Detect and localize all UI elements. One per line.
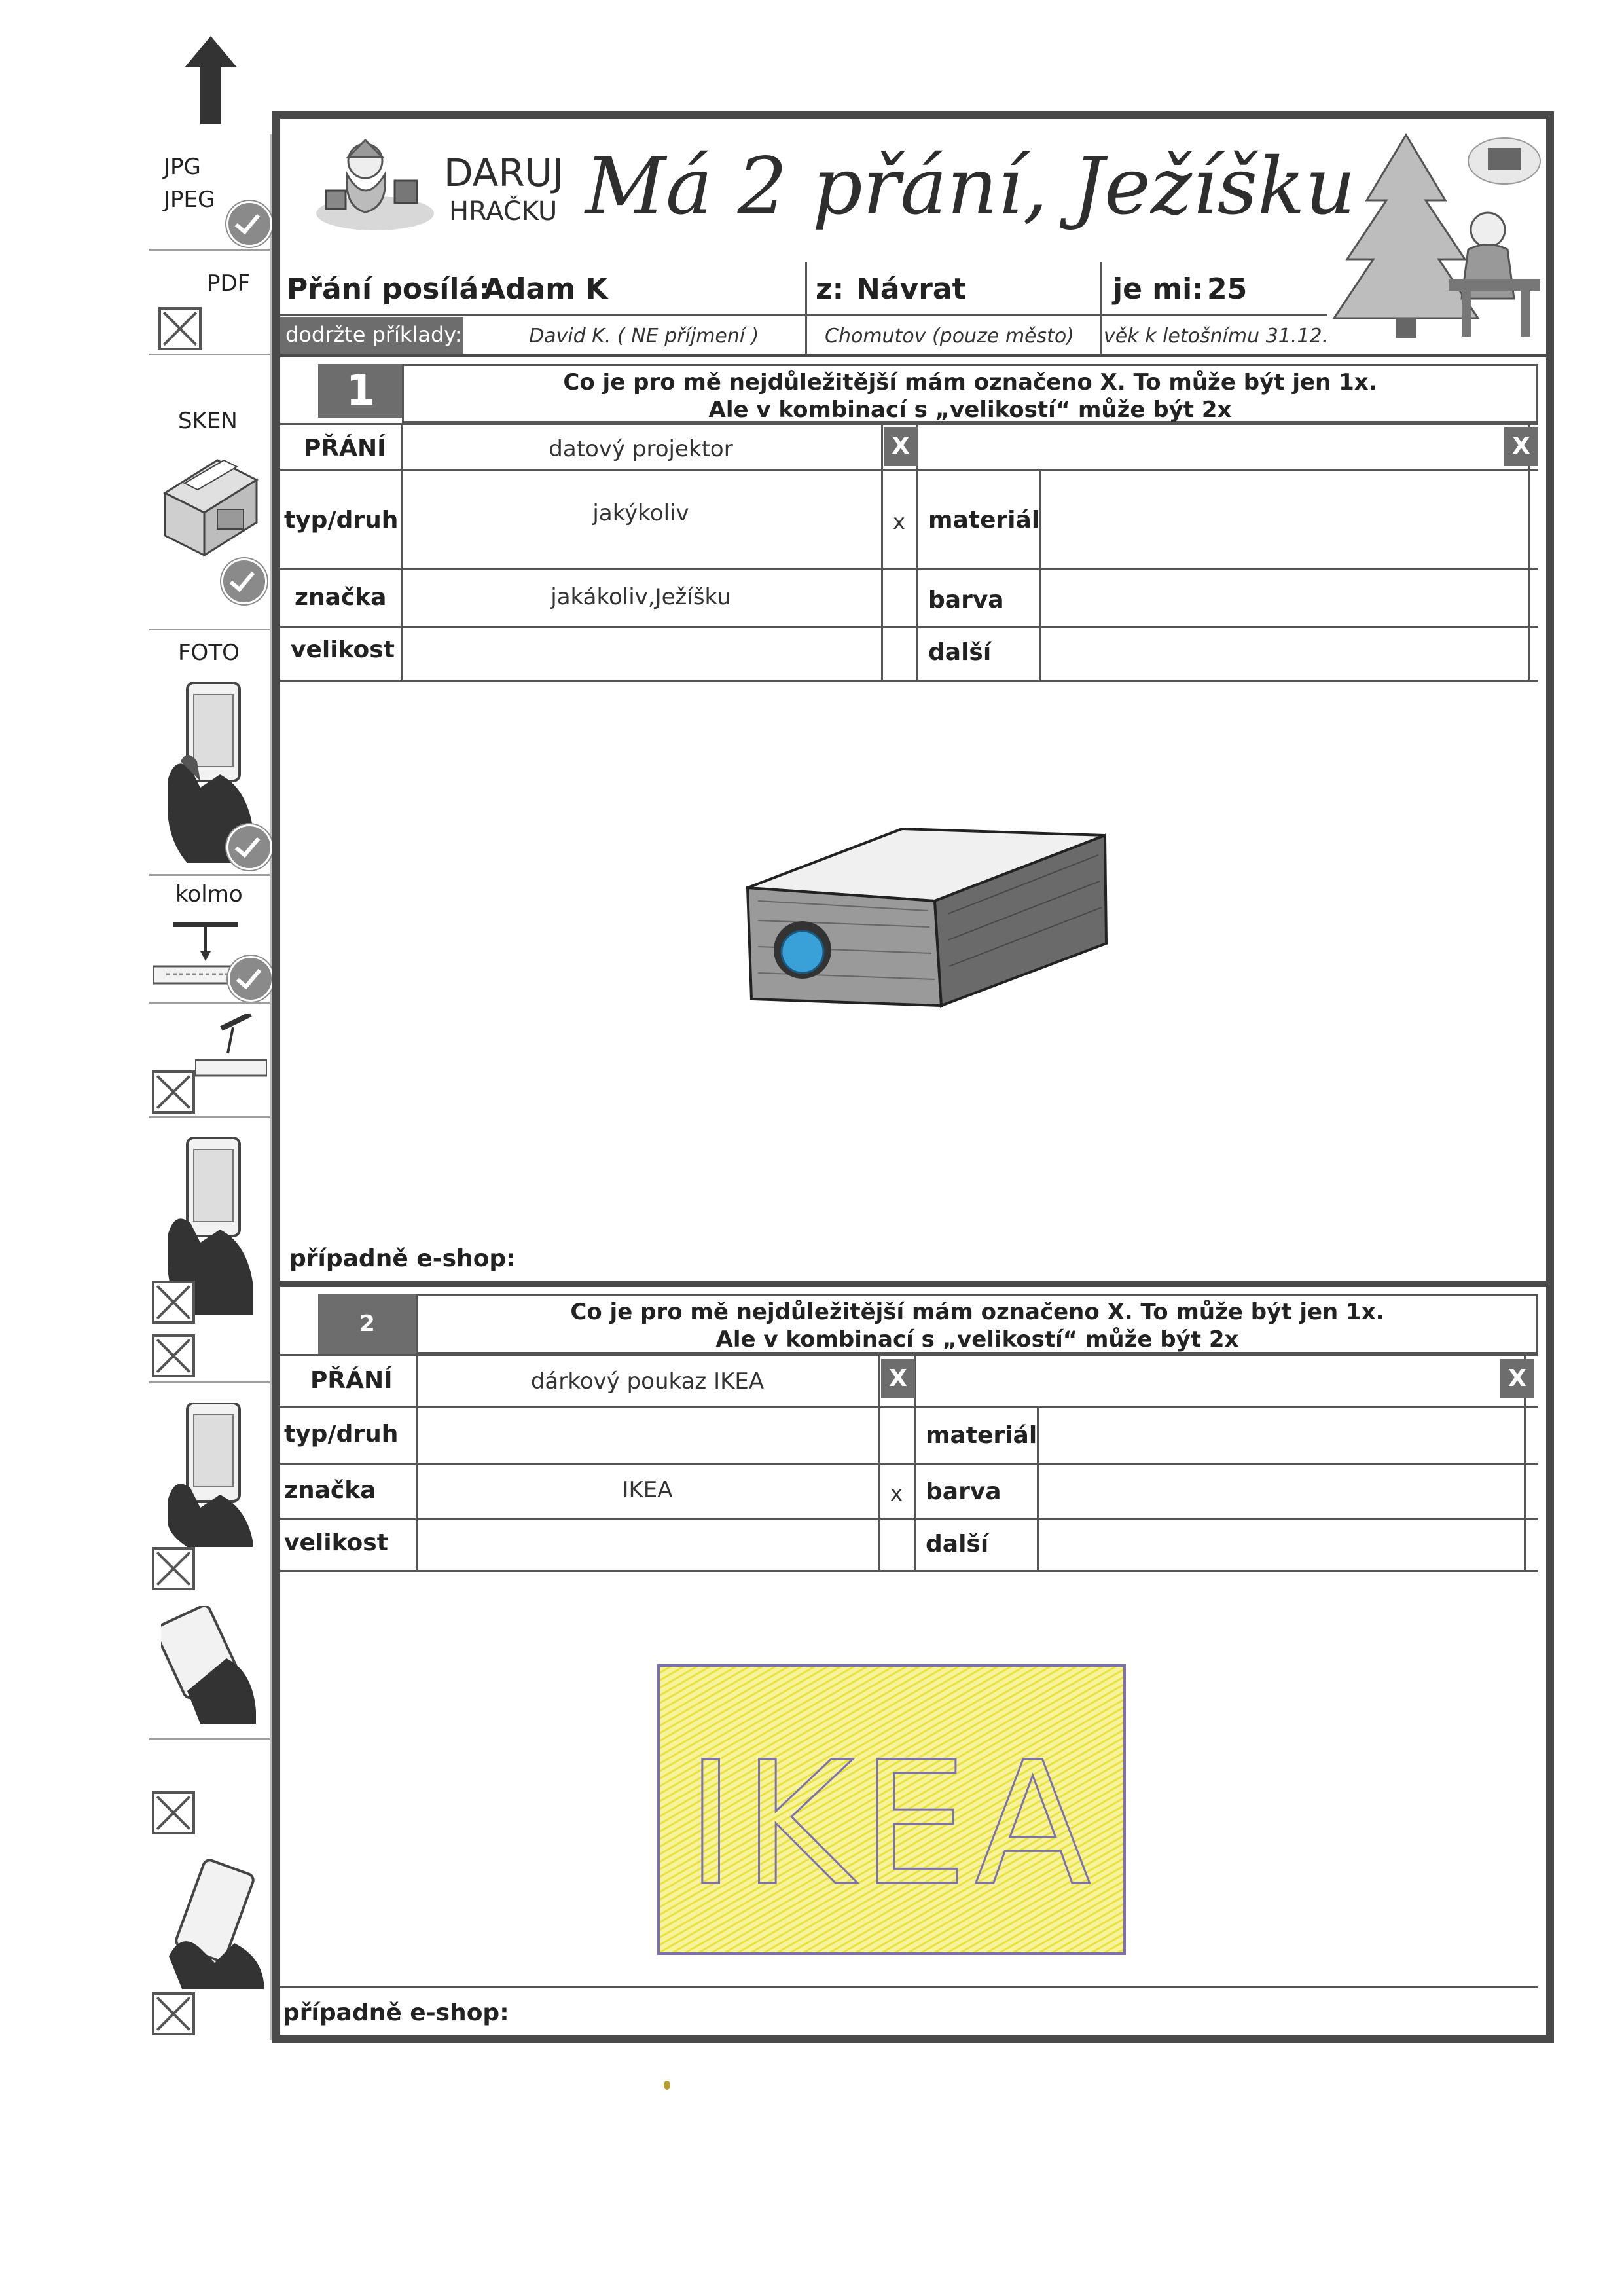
brand-label: značka: [295, 584, 387, 611]
divider: [805, 262, 807, 354]
divider: [280, 314, 1327, 316]
page-title: Má 2 přání, Ježíšku: [585, 141, 1356, 232]
wish-number-badge: 2: [318, 1294, 416, 1354]
check-icon: [228, 956, 274, 1002]
phone-in-hand-icon: [169, 1858, 267, 1989]
cross-box-icon: [152, 1547, 195, 1590]
sidebar-section-pdf: [149, 249, 270, 355]
cross-box-icon: [152, 1070, 195, 1114]
logo-hracku: HRAČKU: [449, 196, 558, 227]
instruction-line-1: Co je pro mě nejdůležitější mám označeno X. To může být jen 1x.: [570, 1299, 1384, 1325]
type-mark: x: [893, 509, 905, 534]
cross-box-icon: [152, 1281, 195, 1324]
stray-dot: [664, 2081, 670, 2090]
brand-value: IKEA: [622, 1477, 673, 1503]
scanner-icon: [158, 447, 263, 558]
from-value: Návrat: [856, 272, 966, 306]
material-label: materiál: [926, 1422, 1038, 1449]
divider: [1037, 1406, 1039, 1570]
material-label: materiál: [928, 507, 1040, 534]
sidebar-section-jpg: [149, 134, 270, 249]
up-arrow-icon: [185, 36, 237, 124]
from-label: z:: [816, 272, 844, 306]
sender-value: Adam K: [483, 272, 608, 306]
cross-box-icon: [152, 1992, 195, 2035]
phone-in-hand-icon: [161, 1403, 259, 1547]
wish-form: [272, 111, 1554, 2043]
sidebar-section-bad-photo-2: [149, 1381, 270, 1740]
sidebar-section-bad-photo-3: [149, 1738, 270, 2042]
divider: [280, 423, 1538, 425]
divider: [280, 680, 1538, 682]
size-label: velikost: [284, 1529, 388, 1556]
divider: [280, 1406, 1538, 1408]
divider: [280, 1986, 1538, 1988]
type-label: typ/druh: [284, 507, 399, 534]
pdf-label: PDF: [207, 270, 251, 297]
wish-section-2: [280, 1287, 1546, 2027]
sidebar-section-bad-photo-1: [149, 1116, 270, 1383]
jpeg-label: JPEG: [164, 187, 215, 213]
divider: [280, 1518, 1538, 1520]
wish-number-badge: 1: [318, 364, 403, 418]
right-wish-mark: X: [1504, 427, 1538, 466]
scan-label: SKEN: [178, 408, 238, 434]
eshop-label: případně e-shop:: [283, 1999, 509, 2026]
logo-daruj: DARUJ: [444, 151, 564, 195]
wish-value: dárkový poukaz IKEA: [530, 1368, 765, 1394]
divider: [878, 1354, 880, 1570]
tilted-phone-icon: [195, 1014, 267, 1080]
example-city-hint: Chomutov (pouze město): [825, 325, 1074, 348]
type-value: jakýkoliv: [592, 500, 689, 526]
cross-box-icon: [152, 1334, 195, 1377]
wish-value: datový projektor: [549, 436, 733, 462]
divider: [280, 1281, 1546, 1287]
size-label: velikost: [291, 636, 395, 663]
other-label: další: [928, 639, 992, 666]
example-name-hint: David K. ( NE příjmení ): [529, 325, 759, 348]
eshop-label: případně e-shop:: [289, 1245, 516, 1272]
examples-label: dodržte příklady:: [285, 322, 462, 347]
sidebar-section-photo: [149, 629, 270, 876]
check-icon: [221, 558, 267, 604]
type-label: typ/druh: [284, 1421, 399, 1448]
example-age-hint: věk k letošnímu 31.12.: [1104, 325, 1329, 348]
wish-section-1: [280, 357, 1546, 1281]
color-label: barva: [928, 587, 1004, 613]
age-value: 25: [1207, 272, 1248, 306]
wish-label: PŘÁNÍ: [304, 435, 386, 462]
divider: [280, 626, 1538, 628]
sidebar-section-tilted: [149, 1002, 270, 1118]
sidebar-section-scan: [149, 354, 270, 630]
age-label: je mi:: [1113, 272, 1204, 306]
divider: [280, 568, 1538, 570]
format-sidebar: [149, 134, 272, 2040]
divider: [1100, 262, 1102, 354]
jpg-label: JPG: [164, 154, 201, 180]
projector-drawing: [738, 790, 1157, 1025]
other-label: další: [926, 1531, 989, 1558]
instruction-line-1: Co je pro mě nejdůležitější mám označeno X. To může být jen 1x.: [563, 369, 1377, 395]
check-icon: [226, 824, 272, 870]
priority-instruction: [416, 1294, 1538, 1354]
ikea-drawing-text: IKEA: [685, 1726, 1098, 1923]
instruction-line-2: Ale v kombinací s „velikostí“ může být 2x: [708, 397, 1232, 423]
perpendicular-label: kolmo: [175, 881, 243, 907]
brand-value: jakákoliv,Ježíšku: [550, 584, 731, 610]
priority-instruction: [402, 364, 1538, 423]
wish-priority-mark: X: [881, 1359, 915, 1398]
brand-mark: x: [890, 1481, 903, 1506]
brand-label: značka: [284, 1477, 376, 1504]
wish-label: PŘÁNÍ: [310, 1367, 393, 1394]
cross-box-icon: [152, 1791, 195, 1834]
divider: [280, 1463, 1538, 1465]
divider: [280, 1354, 1538, 1356]
wish-priority-mark: X: [884, 427, 918, 466]
phone-in-hand-icon: [161, 1606, 259, 1724]
instruction-line-2: Ale v kombinací s „velikostí“ může být 2x: [715, 1326, 1239, 1353]
sidebar-section-perpendicular: [149, 874, 270, 1004]
cross-box-icon: [158, 307, 202, 350]
color-label: barva: [926, 1478, 1001, 1505]
divider: [280, 469, 1538, 471]
ikea-voucher-drawing: [653, 1660, 1131, 1961]
sender-label: Přání posílá:: [287, 272, 490, 306]
check-icon: [226, 201, 272, 247]
photo-label: FOTO: [178, 640, 240, 666]
christmas-tree-illustration: [1327, 128, 1543, 344]
right-wish-mark: X: [1500, 1359, 1534, 1398]
divider: [280, 1570, 1538, 1572]
divider: [881, 423, 883, 680]
divider: [1039, 469, 1041, 680]
santa-logo-icon: [313, 135, 437, 233]
